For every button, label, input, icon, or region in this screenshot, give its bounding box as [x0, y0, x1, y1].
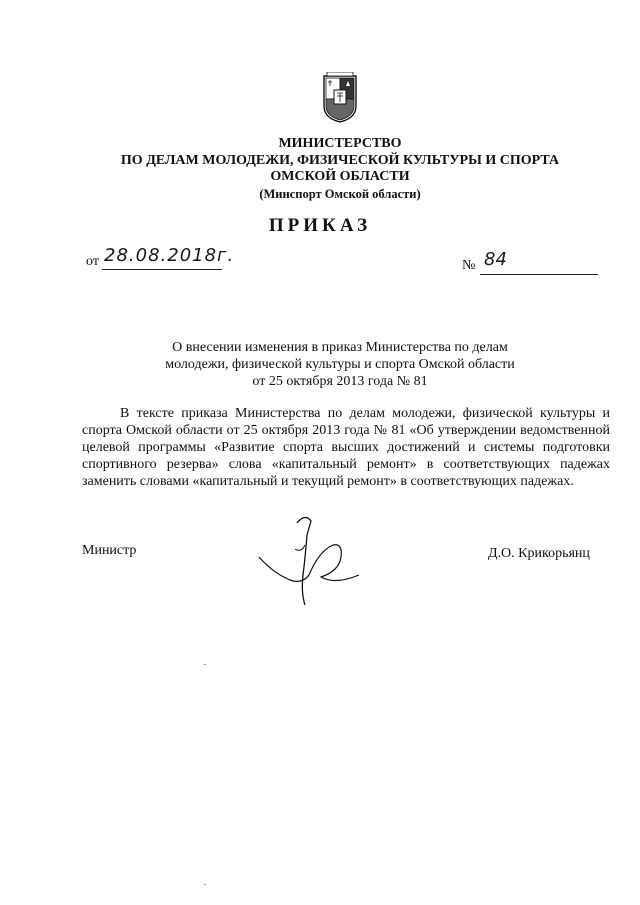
- date-underline: [102, 269, 222, 270]
- order-subject: [120, 339, 560, 390]
- ministry-header: [100, 136, 580, 202]
- subject-line-1: О внесении изменения в приказ Министерства по делам: [172, 340, 508, 355]
- number-prefix: №: [462, 258, 476, 273]
- coat-of-arms-emblem: [320, 72, 360, 124]
- ministry-line-1: МИНИСТЕРСТВО: [278, 136, 402, 151]
- ministry-line-2: ПО ДЕЛАМ МОЛОДЕЖИ, ФИЗИЧЕСКОЙ КУЛЬТУРЫ И СПОРТА: [120, 152, 560, 168]
- date-prefix: от: [86, 254, 99, 269]
- ministry-abbreviation: (Минспорт Омской области): [259, 186, 421, 201]
- ministry-line-3: ОМСКОЙ ОБЛАСТИ: [270, 169, 410, 184]
- handwritten-signature: [255, 505, 365, 610]
- handwritten-number: 84: [484, 249, 507, 270]
- scan-speck: [204, 884, 206, 885]
- order-body-paragraph: В тексте приказа Министерства по делам молодежи, физической культуры и спорта Омской области от 25 октября 2013 года № 81 «Об утверждении ведомственной целевой программы «Развитие спорта высших достижений и системы подготовки спортивного резерва» слова «капитальный ремонт» в соответствующих падежах заменить словами «капитальный и текущий ремонт» в соответствующих падежах.: [82, 406, 610, 489]
- signatory-name: Д.О. Крикорьянц: [488, 546, 590, 561]
- handwritten-date: 28.08.2018г.: [104, 245, 235, 266]
- subject-line-3: от 25 октября 2013 года № 81: [252, 374, 428, 389]
- document-type-title: ПРИКАЗ: [268, 215, 372, 236]
- number-underline: [480, 274, 598, 275]
- subject-line-2: молодежи, физической культуры и спорта Омской области: [165, 357, 515, 372]
- signatory-role: Министр: [82, 543, 137, 558]
- scan-speck: [204, 664, 206, 665]
